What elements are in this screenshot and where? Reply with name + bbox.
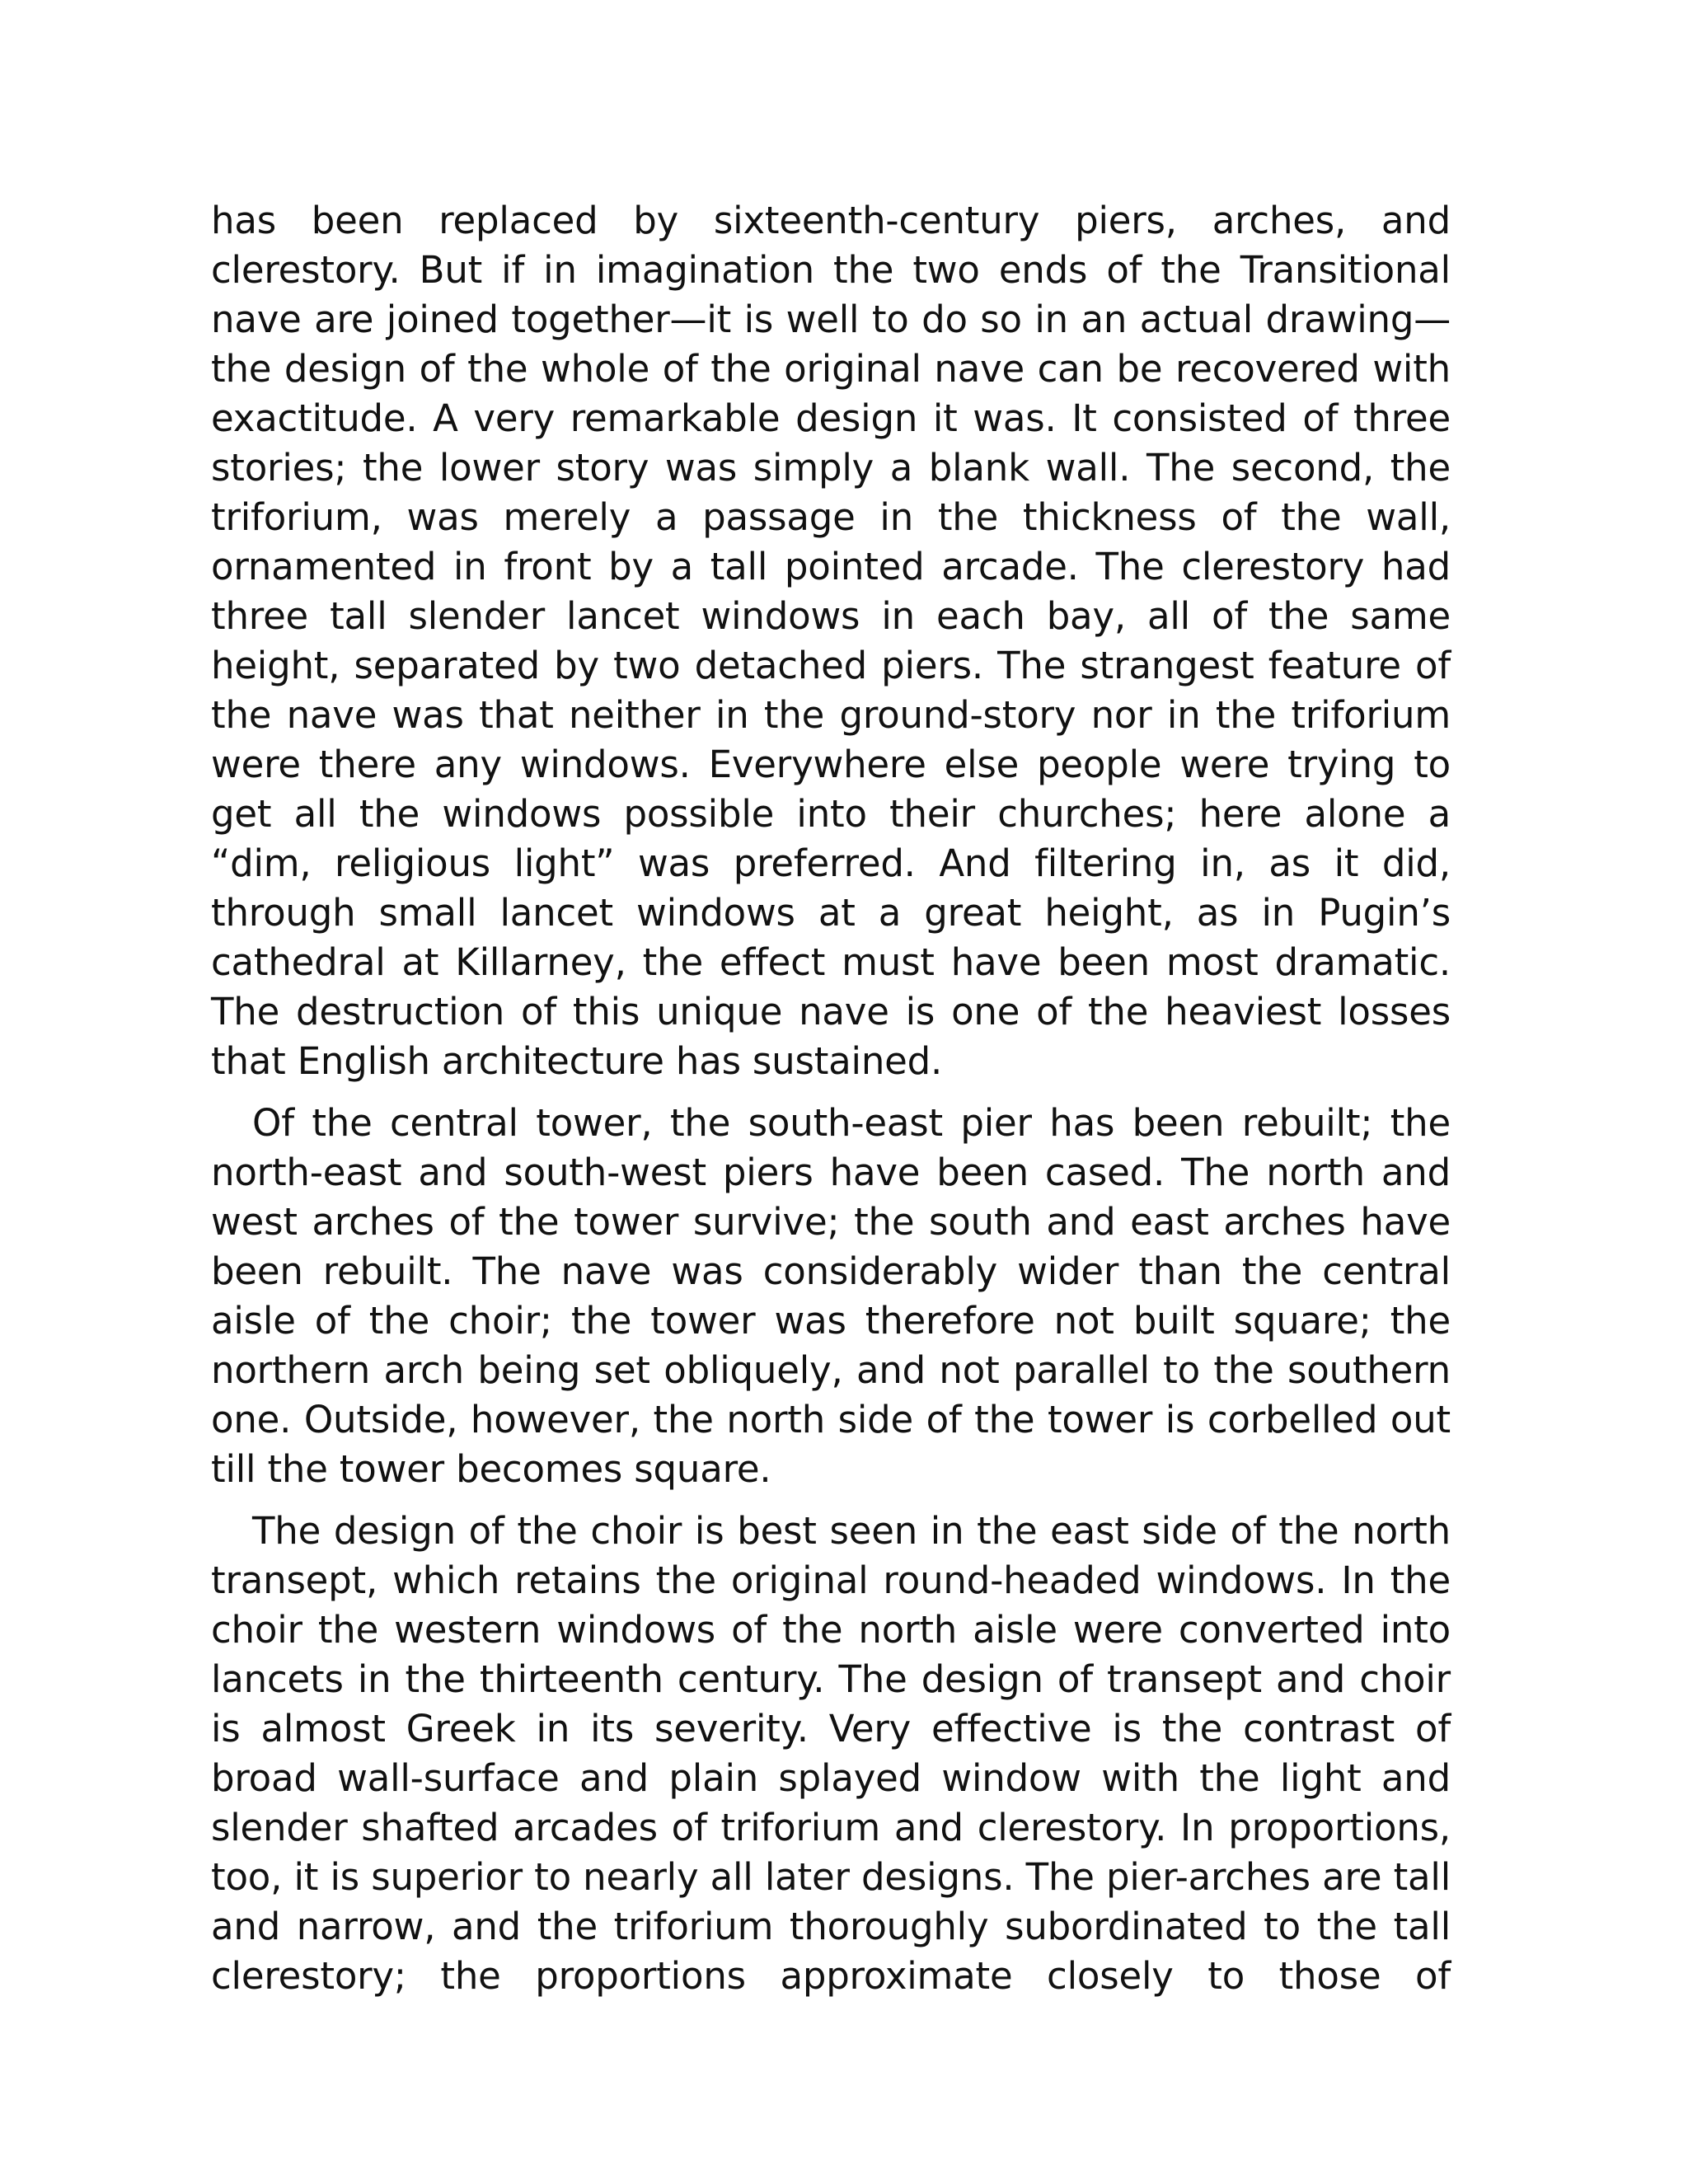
paragraph-nave-design: has been replaced by sixteenth-century piers, arches, and clerestory. But if in imagination the two ends of the Transitional nave are joined together—it is well to do so in an actual drawing—the design of the whole of the original nave can be recovered with exactitude. A very remarkable design it was. It consisted of three stories; the lower story was simply a blank wall. The second, the triforium, was merely a passage in the thickness of the wall, ornamented in front by a tall pointed arcade. The clerestory had three tall slender lancet windows in each bay, all of the same height, separated by two detached piers. The strangest feature of the nave was that neither in the ground-story nor in the triforium were there any windows. Everywhere else people were trying to get all the windows possible into their churches; here alone a “dim, religious light” was preferred. And filtering in, as it did, through small lancet windows at a great height, as in Pugin’s cathedral at Killarney, the effect must have been most dramatic. The destruction of this unique nave is one of the heaviest losses that English architecture has sustained. <box>211 199 1451 1083</box>
paragraph-central-tower: Of the central tower, the south-east pier has been rebuilt; the north-east and south-west piers have been cased. The north and west arches of the tower survive; the south and east arches have been rebuilt. The nave was considerably wider than the central aisle of the choir; the tower was therefore not built square; the northern arch being set obliquely, and not parallel to the southern one. Outside, however, the north side of the tower is corbelled out till the tower becomes square. <box>211 1101 1451 1491</box>
paragraph-choir-design: The design of the choir is best seen in the east side of the north transept, which retains the original round-headed windows. In the choir the western windows of the north aisle were converted into lancets in the thirteenth century. The design of transept and choir is almost Greek in its severity. Very effective is the contrast of broad wall-surface and plain splayed window with the light and slender shafted arcades of triforium and clerestory. In proportions, too, it is superior to nearly all later designs. The pier-arches are tall and narrow, and the triforium thoroughly subordinated to the tall clerestory; the proportions approximate closely to those of <box>211 1509 1451 1998</box>
body-text <box>211 196 1451 2001</box>
